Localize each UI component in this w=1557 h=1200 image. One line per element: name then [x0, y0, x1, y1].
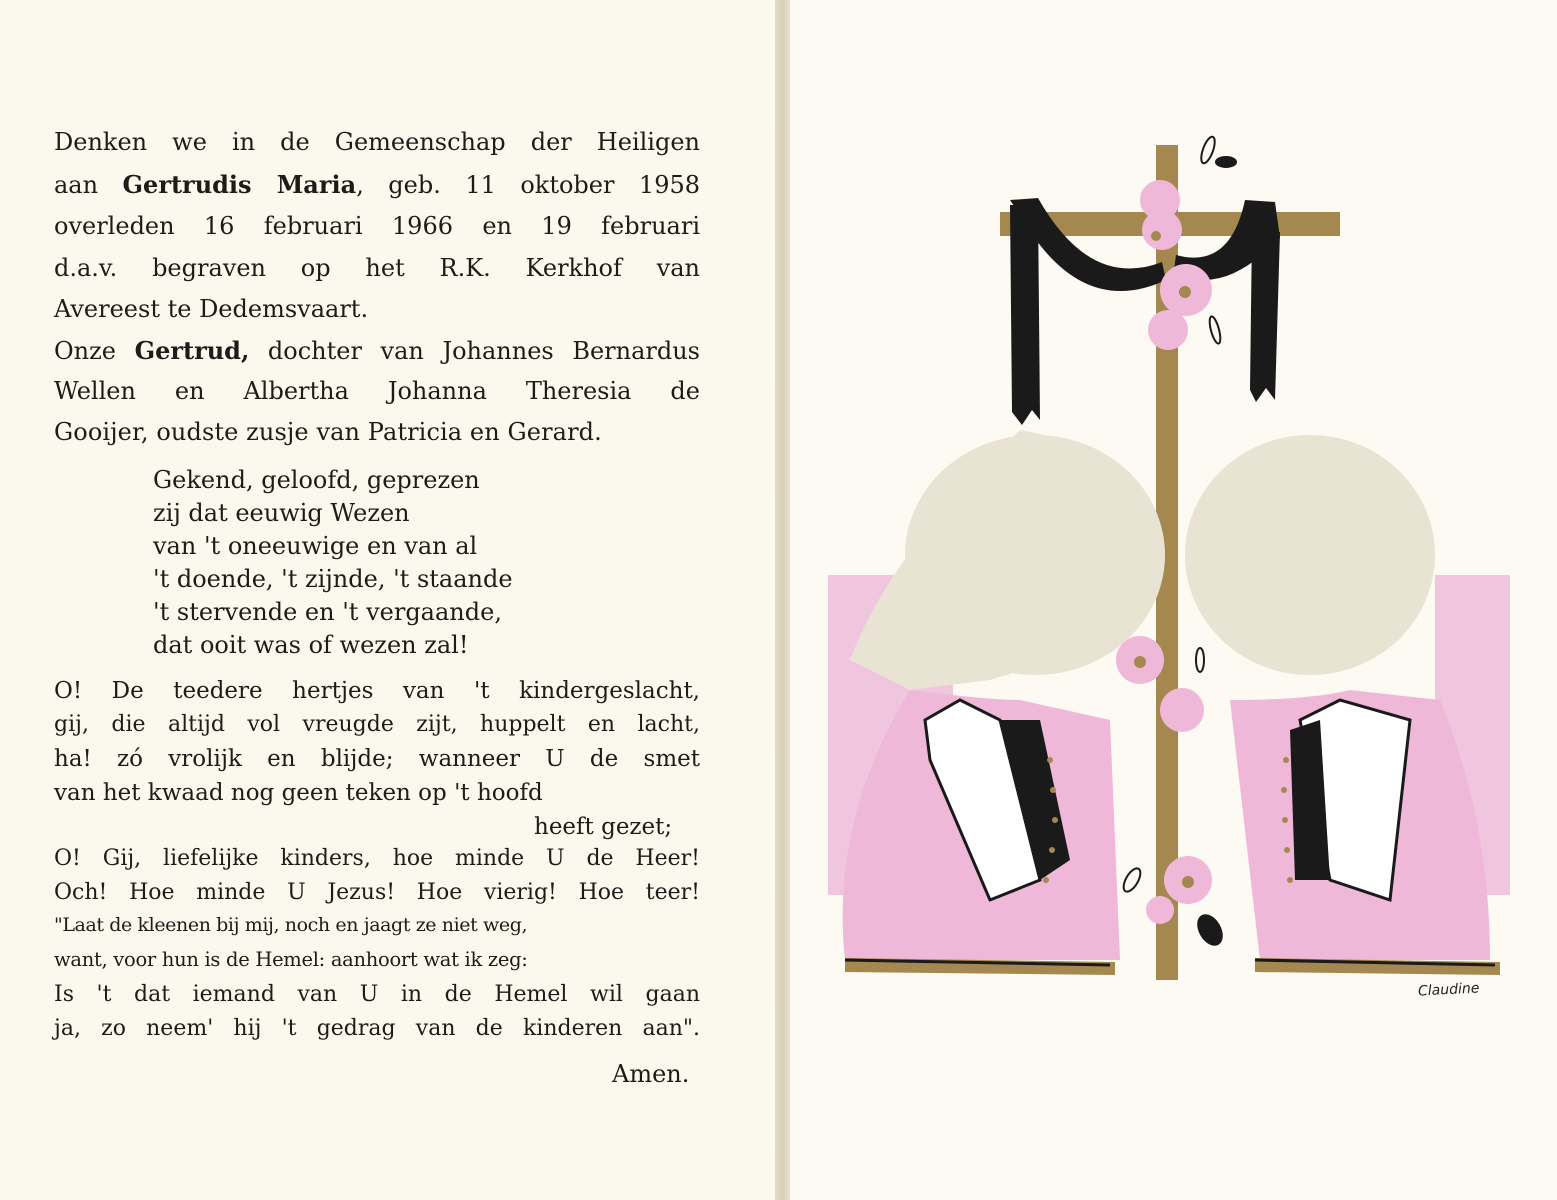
- poem-line: van 't oneeuwige en van al: [153, 532, 478, 560]
- closing-amen: Amen.: [612, 1060, 690, 1088]
- intro-line: Denken we in de Gemeenschap der Heiligen: [54, 128, 700, 156]
- intro-line: Onze Gertrud, dochter van Johannes Bernardus: [54, 336, 701, 365]
- intro-line: d.a.v. begraven op het R.K. Kerkhof van: [54, 254, 700, 282]
- verse-line: want, voor hun is de Hemel: aanhoort wat ik zeg:: [54, 948, 528, 971]
- intro-line: Wellen en Albertha Johanna Theresia de: [54, 377, 700, 405]
- poem-line: dat ooit was of wezen zal!: [153, 631, 469, 659]
- intro-line: aan Gertrudis Maria, geb. 11 oktober 1958: [54, 170, 700, 199]
- poem-line: zij dat eeuwig Wezen: [153, 499, 410, 527]
- artist-signature: Claudine: [1417, 980, 1480, 1000]
- verse-line: Is 't dat iemand van U in de Hemel wil gaan: [54, 982, 700, 1007]
- poem-line: 't stervende en 't vergaande,: [153, 598, 502, 626]
- verse-line: "Laat de kleenen bij mij, noch en jaagt ze niet weg,: [54, 914, 528, 936]
- verse-line: gij, die altijd vol vreugde zijt, huppelt en lacht,: [54, 712, 700, 737]
- intro-line: Gooijer, oudste zusje van Patricia en Gerard.: [54, 418, 602, 446]
- left-girl-icon: [828, 430, 1165, 975]
- poem-line: Gekend, geloofd, geprezen: [153, 466, 480, 494]
- poem-line: 't doende, 't zijnde, 't staande: [153, 565, 513, 593]
- verse-line: ja, zo neem' hij 't gedrag van de kinderen aan".: [54, 1016, 700, 1041]
- verse-line: van het kwaad nog geen teken op 't hoofd: [54, 780, 543, 806]
- intro-line: Avereest te Dedemsvaart.: [54, 295, 369, 323]
- verse-line: ha! zó vrolijk en blijde; wanneer U de smet: [54, 746, 700, 772]
- right-girl-icon: [1185, 435, 1510, 975]
- prayer-illustration: [790, 0, 1557, 1200]
- card-fold: [775, 0, 790, 1200]
- verse-line: O! Gij, liefelijke kinders, hoe minde U de Heer!: [54, 846, 700, 871]
- intro-line: overleden 16 februari 1966 en 19 februari: [54, 212, 700, 240]
- verse-line: O! De teedere hertjes van 't kindergeslacht,: [54, 678, 700, 704]
- verse-line: Och! Hoe minde U Jezus! Hoe vierig! Hoe teer!: [54, 880, 700, 905]
- verse-line: heeft gezet;: [534, 814, 673, 840]
